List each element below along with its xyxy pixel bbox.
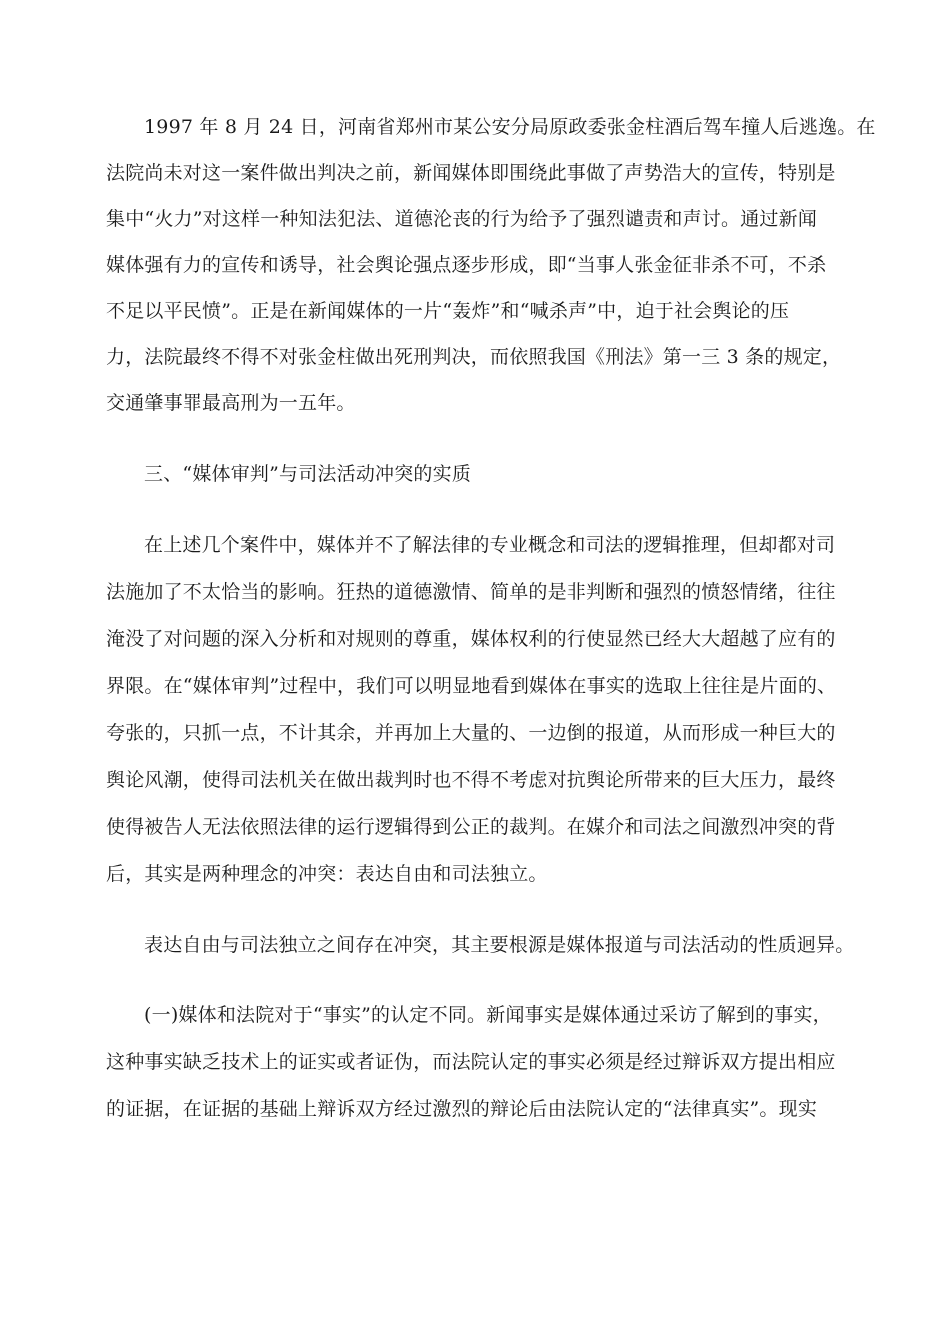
section-heading: 三、“媒体审判”与司法活动冲突的实质: [144, 463, 472, 485]
paragraph-3-line-1: 表达自由与司法独立之间存在冲突，其主要根源是媒体报道与司法活动的性质迥异。: [144, 934, 855, 956]
paragraph-2-line-7: 使得被告人无法依照法律的运行逻辑得到公正的裁判。在媒介和司法之间激烈冲突的背: [106, 816, 836, 838]
paragraph-1-line-6: 力，法院最终不得不对张金柱做出死刑判决，而依照我国《刑法》第一三 3 条的规定，: [106, 346, 842, 368]
paragraph-2-line-1: 在上述几个案件中，媒体并不了解法律的专业概念和司法的逻辑推理，但却都对司: [144, 534, 836, 556]
paragraph-2-line-2: 法施加了不太恰当的影响。狂热的道德激情、简单的是非判断和强烈的愤怒情绪，往往: [106, 581, 836, 603]
paragraph-2-line-3: 淹没了对问题的深入分析和对规则的尊重，媒体权利的行使显然已经大大超越了应有的: [106, 628, 836, 650]
paragraph-2-line-8: 后，其实是两种理念的冲突：表达自由和司法独立。: [106, 863, 548, 885]
paragraph-2-line-6: 舆论风潮，使得司法机关在做出裁判时也不得不考虑对抗舆论所带来的巨大压力，最终: [106, 769, 836, 791]
paragraph-1-line-1: 1997 年 8 月 24 日，河南省郑州市某公安分局原政委张金柱酒后驾车撞人后逃逸。在: [144, 116, 876, 138]
paragraph-1-line-4: 媒体强有力的宣传和诱导，社会舆论强点逐步形成，即“当事人张金征非杀不可，不杀: [106, 254, 827, 276]
paragraph-4-line-1: (一)媒体和法院对于“事实”的认定不同。新闻事实是媒体通过采访了解到的事实，: [144, 1004, 832, 1026]
paragraph-1-line-3: 集中“火力”对这样一种知法犯法、道德沦丧的行为给予了强烈谴责和声讨。通过新闻: [106, 208, 818, 230]
paragraph-4-line-3: 的证据，在证据的基础上辩诉双方经过激烈的辩论后由法院认定的“法律真实”。现实: [106, 1098, 818, 1120]
paragraph-2-line-5: 夸张的，只抓一点，不计其余，并再加上大量的、一边倒的报道，从而形成一种巨大的: [106, 722, 836, 744]
paragraph-1-line-2: 法院尚未对这一案件做出判决之前，新闻媒体即围绕此事做了声势浩大的宣传，特别是: [106, 162, 836, 184]
paragraph-4-line-2: 这种事实缺乏技术上的证实或者证伪，而法院认定的事实必须是经过辩诉双方提出相应: [106, 1051, 836, 1073]
paragraph-1-line-5: 不足以平民愤”。正是在新闻媒体的一片“轰炸”和“喊杀声”中，迫于社会舆论的压: [106, 300, 790, 322]
paragraph-1-line-7: 交通肇事罪最高刑为一五年。: [106, 392, 356, 414]
paragraph-2-line-4: 界限。在“媒体审判”过程中，我们可以明显地看到媒体在事实的选取上往往是片面的、: [106, 675, 837, 697]
